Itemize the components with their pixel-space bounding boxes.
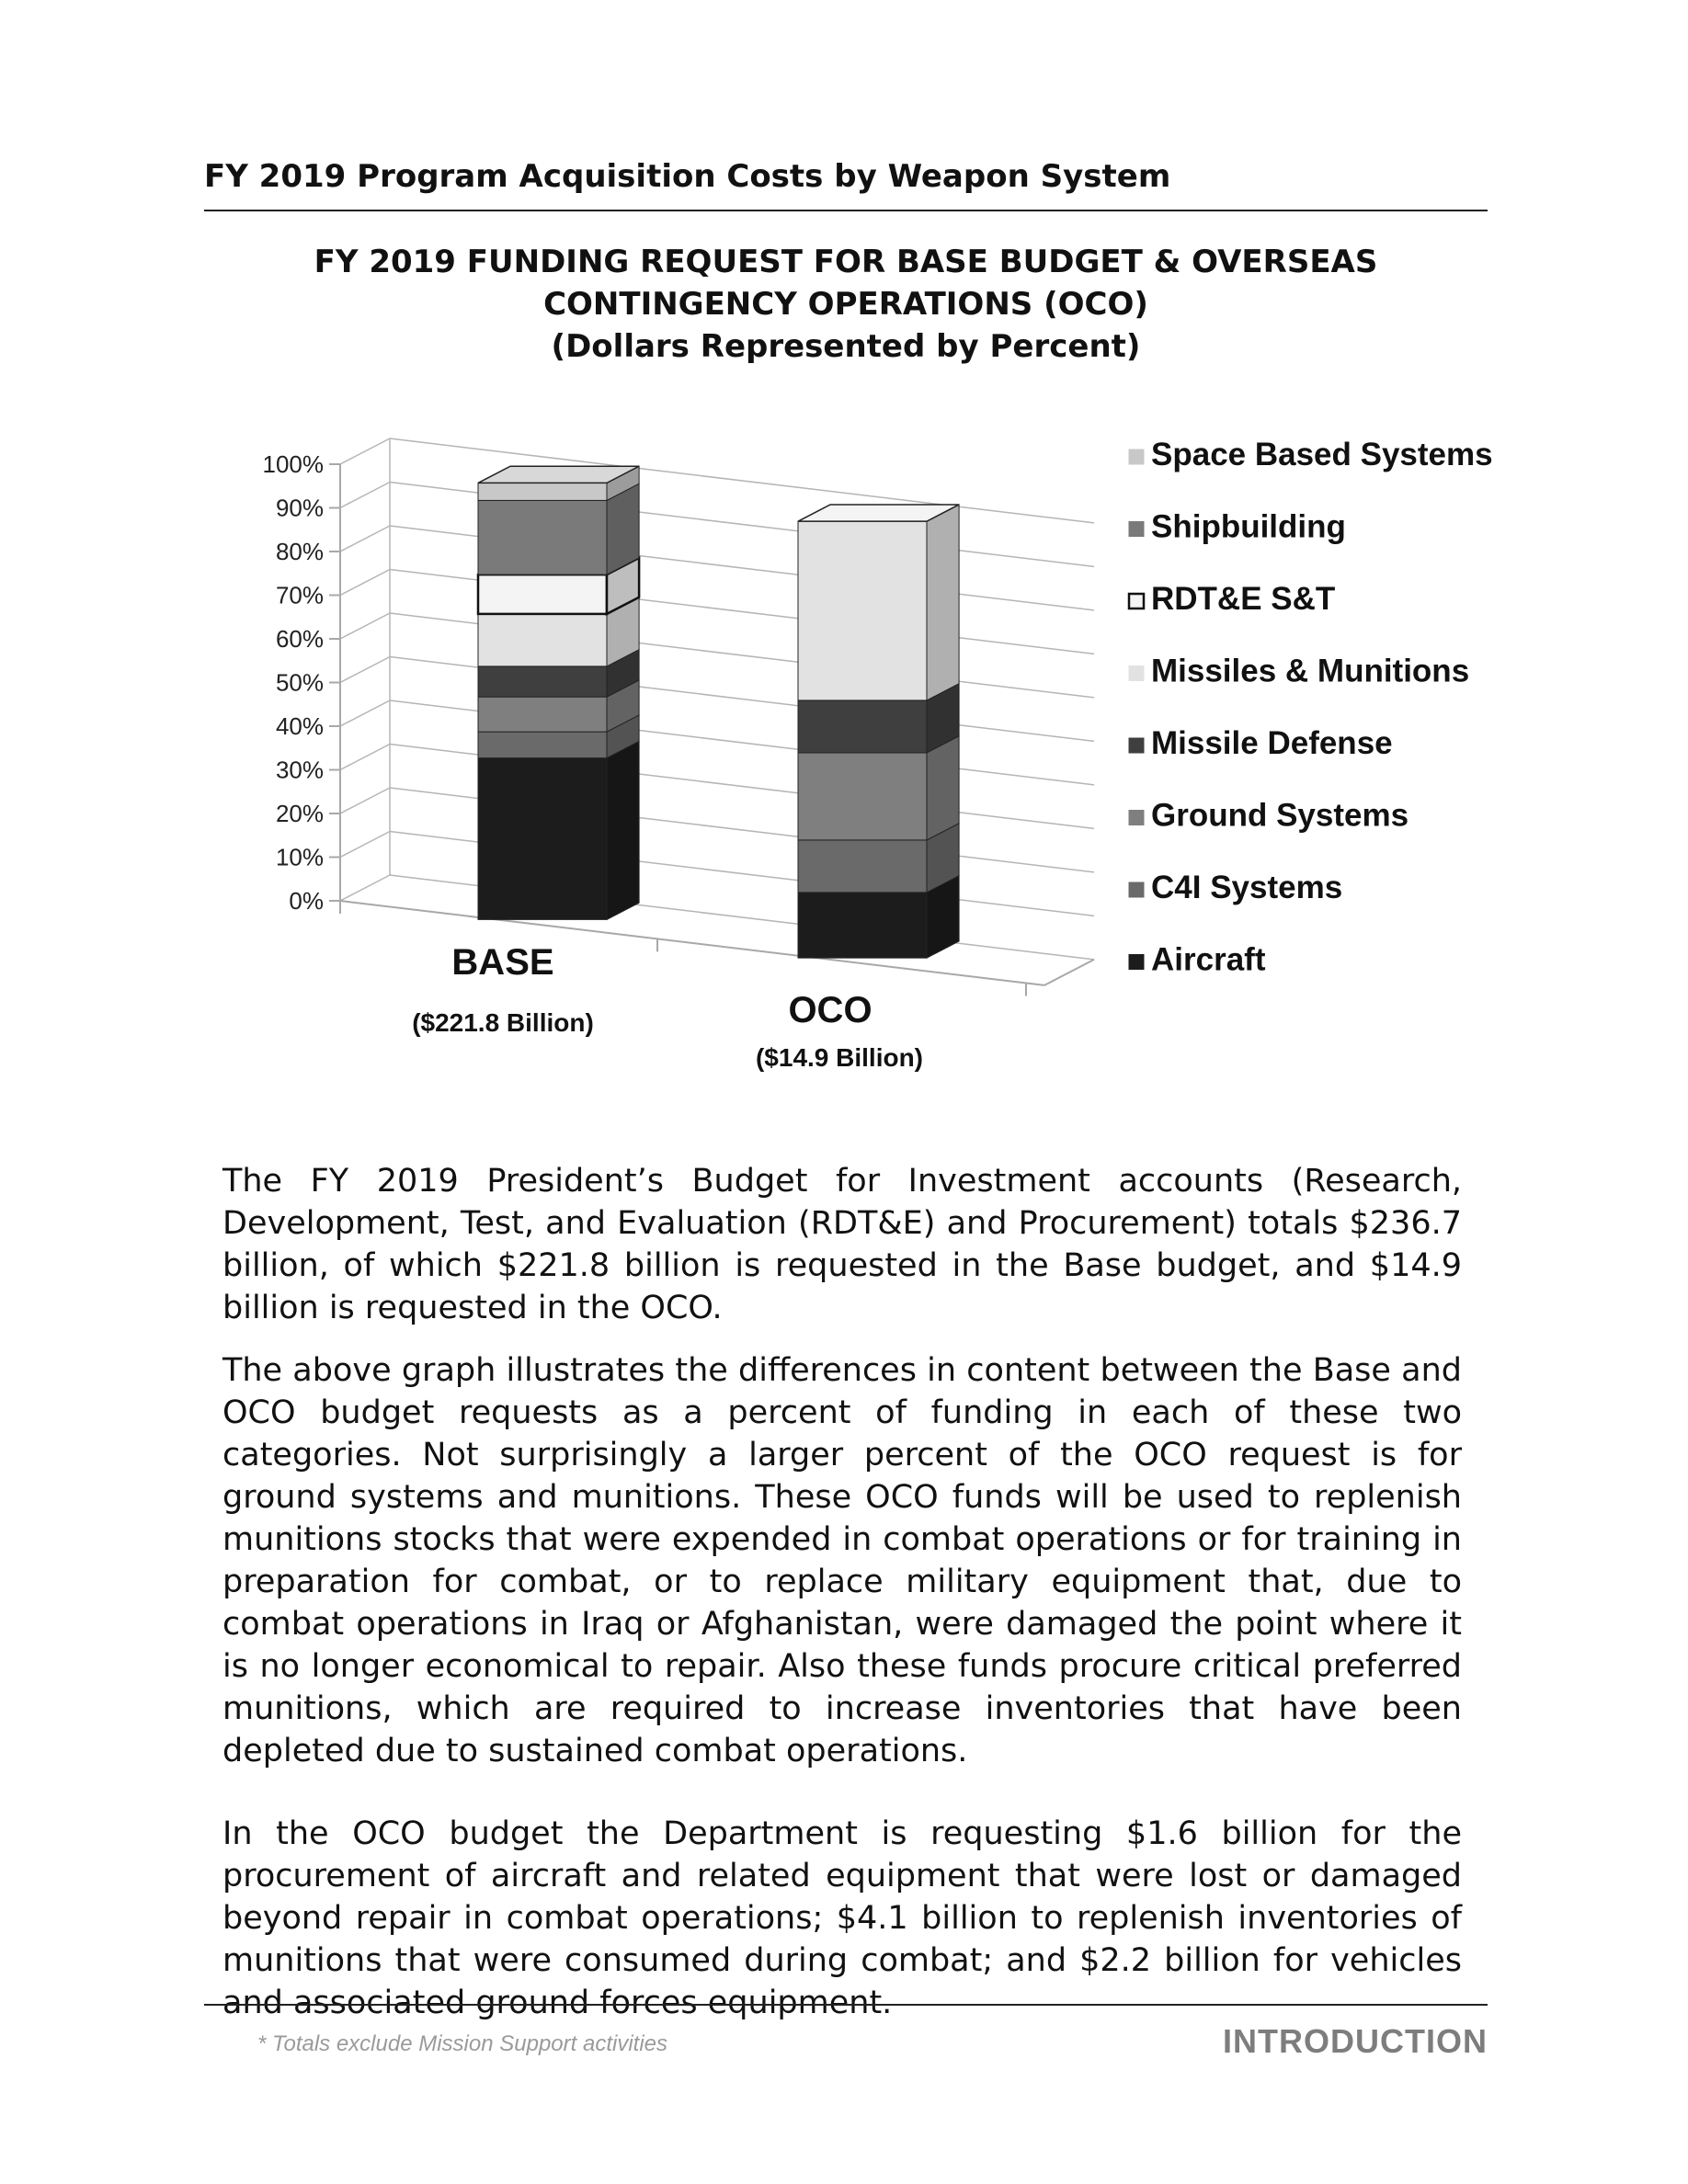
bar-segment-base-ground-systems [478, 697, 607, 732]
bar-side-oco-ground-systems [927, 736, 959, 840]
gridline-side [340, 700, 390, 726]
category-label-oco: OCO [788, 990, 873, 1030]
bar-side-base-aircraft [607, 741, 639, 919]
bar-segment-base-rdt-e-s-t [478, 574, 607, 614]
y-tick-label: 30% [275, 756, 324, 784]
y-tick-label: 70% [275, 581, 324, 609]
paragraph-2: The above graph illustrates the differences in content between the Base and OCO budget requests as a percent of funding in each of these two categories. Not surprisingly a larger percent of the OCO request is for ground systems and munitions. These OCO funds will be used to replenish munitions stocks that were expended in combat operations or for training in preparation for combat, or to replace military equipment that, due to combat operations in Iraq or Afghanistan, were damaged the point where it is no longer economical to repair. Also these funds procure critical preferred munitions, which are required to increase inventories that have been depleted due to sustained combat operations. [222, 1352, 1462, 1769]
gridline-side [340, 483, 390, 508]
page-header-title: FY 2019 Program Acquisition Costs by Weapon System [204, 158, 1171, 195]
legend-swatch-missiles-munitions [1129, 666, 1144, 681]
category-label-base: BASE [451, 942, 554, 983]
y-tick-label: 20% [275, 800, 324, 827]
bar-segment-oco-aircraft [798, 893, 927, 958]
legend-label-rdt-e-s-t: RDT&E S&T [1151, 581, 1336, 617]
legend-label-c4i-systems: C4I Systems [1151, 870, 1343, 905]
bar-segment-oco-ground-systems [798, 753, 927, 840]
bar-segment-base-aircraft [478, 758, 607, 920]
legend-label-missile-defense: Missile Defense [1151, 725, 1393, 761]
legend-swatch-rdt-e-s-t [1129, 594, 1144, 609]
legend-label-shipbuilding: Shipbuilding [1151, 508, 1346, 545]
body-text [222, 1160, 1462, 2044]
bar-segment-oco-missile-defense [798, 700, 927, 753]
bar-segment-base-c4i-systems [478, 732, 607, 758]
gridline-side [340, 875, 390, 901]
legend-label-aircraft: Aircraft [1151, 941, 1266, 978]
legend-swatch-space-based-systems [1129, 449, 1144, 464]
gridline-side [340, 788, 390, 813]
chart-title-line-1: FY 2019 FUNDING REQUEST FOR BASE BUDGET & OVERSEAS [314, 244, 1378, 280]
floor-edge [1044, 960, 1094, 985]
legend-label-missiles-munitions: Missiles & Munitions [1151, 653, 1470, 689]
gridline-side [340, 613, 390, 639]
category-subtitle-oco: ($14.9 Billion) [755, 1043, 924, 1072]
bar-segment-oco-missiles-munitions [798, 521, 927, 700]
y-tick-label: 100% [262, 450, 324, 478]
gridline-side [340, 657, 390, 683]
y-tick-label: 10% [275, 843, 324, 871]
legend-swatch-missile-defense [1129, 738, 1144, 753]
y-tick-label: 40% [275, 712, 324, 740]
chart-title-line-3: (Dollars Represented by Percent) [551, 328, 1141, 365]
legend-label-ground-systems: Ground Systems [1151, 797, 1409, 834]
footnote: * Totals exclude Mission Support activities [257, 2031, 667, 2056]
section-label: INTRODUCTION [1223, 2022, 1488, 2060]
y-tick-label: 90% [275, 494, 324, 522]
y-tick-label: 80% [275, 538, 324, 565]
legend-swatch-shipbuilding [1129, 522, 1144, 537]
gridline-side [340, 438, 390, 464]
paragraph-3: In the OCO budget the Department is requesting $1.6 billion for the procurement of aircraft and related equipment that were lost or damaged beyond repair in combat operations; $4.1 billion to replenish inventories of munitions that were consumed during combat; and $2.2 billion for vehicles and associated ground forces equipment. [222, 1815, 1462, 2021]
legend-label-space-based-systems: Space Based Systems [1151, 437, 1493, 472]
gridline-side [340, 570, 390, 596]
legend-swatch-aircraft [1129, 955, 1144, 970]
y-tick-label: 50% [275, 668, 324, 697]
category-subtitle-base: ($221.8 Billion) [412, 1008, 594, 1037]
y-tick-label: 0% [289, 887, 324, 915]
bar-segment-base-missile-defense [478, 666, 607, 697]
gridline-side [340, 832, 390, 858]
bar-segment-base-shipbuilding [478, 500, 607, 574]
chart-title-line-2: CONTINGENCY OPERATIONS (OCO) [543, 286, 1148, 323]
legend-swatch-ground-systems [1129, 811, 1144, 825]
gridline-side [340, 745, 390, 770]
paragraph-1: The FY 2019 President’s Budget for Investment accounts (Research, Development, Test, and Evaluation (RDT&E) and Procurement) totals $236.7 billion, of which $221.8 billion is requested in the Base budget, and $14.9 billion is requested in the OCO. [222, 1163, 1462, 1326]
y-tick-label: 60% [275, 625, 324, 653]
gridline-side [340, 526, 390, 552]
footer-rule [204, 2004, 1488, 2006]
bar-segment-base-missiles-munitions [478, 614, 607, 666]
legend-swatch-c4i-systems [1129, 882, 1144, 897]
bar-side-oco-missiles-munitions [927, 505, 959, 700]
bar-segment-base-space-based-systems [478, 483, 607, 500]
bar-segment-oco-c4i-systems [798, 840, 927, 893]
